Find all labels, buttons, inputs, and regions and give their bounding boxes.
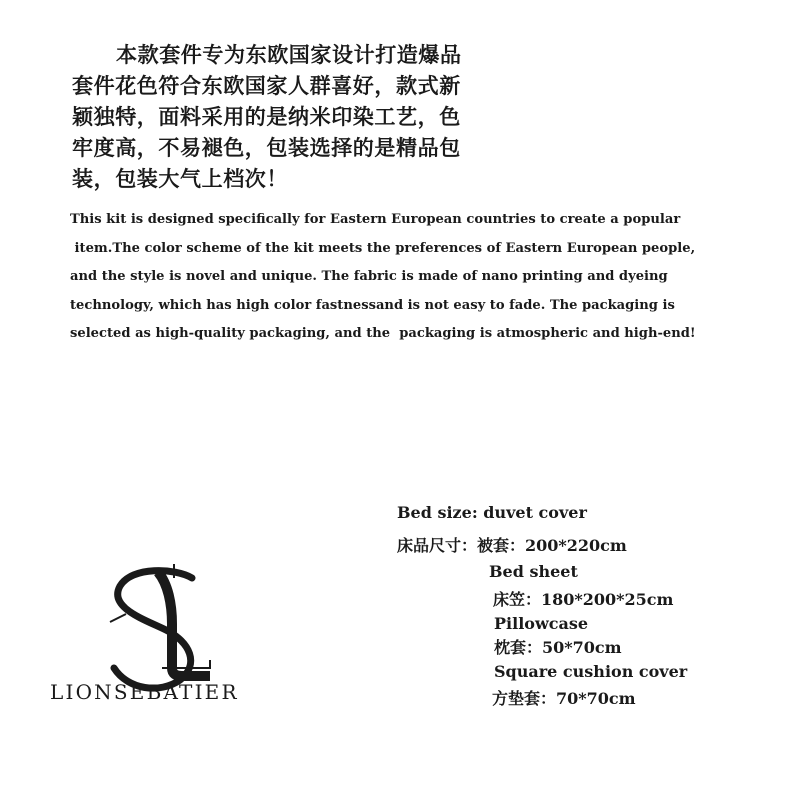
- chinese-description: [72, 40, 522, 195]
- cn-line: 装，包装大气上档次！: [72, 167, 288, 191]
- duvet-cover-size: 床品尺寸：被套：200*220cm: [397, 536, 627, 555]
- bed-size-label: Bed size: duvet cover: [397, 503, 587, 522]
- cn-line: 牢度高，不易褪色，包装选择的是精品包: [72, 136, 461, 160]
- en-line: item.The color scheme of the kit meets the preferences of Eastern European people,: [70, 240, 696, 256]
- bed-sheet-size: 床笠：180*200*25cm: [493, 590, 674, 609]
- pillowcase-size: 枕套：50*70cm: [494, 638, 622, 657]
- pillowcase-label: Pillowcase: [494, 614, 589, 633]
- cn-line: 本款套件专为东欧国家设计打造爆品: [116, 43, 462, 67]
- en-line: selected as high-quality packaging, and the packaging is atmospheric and high-end!: [70, 326, 696, 341]
- cn-line: 颖独特，面料采用的是纳米印染工艺，色: [72, 105, 461, 129]
- brand-name: LIONSEBATIER: [50, 680, 239, 704]
- en-line: technology, which has high color fastnessand is not easy to fade. The packaging is: [70, 297, 675, 313]
- cushion-cover-size: 方垫套：70*70cm: [492, 689, 636, 708]
- en-line: and the style is novel and unique. The fabric is made of nano printing and dyeing: [70, 269, 668, 284]
- en-line: This kit is designed specifically for Eastern European countries to create a popular: [70, 212, 681, 227]
- cushion-cover-label: Square cushion cover: [494, 662, 688, 681]
- cn-line: 套件花色符合东欧国家人群喜好，款式新: [72, 74, 461, 98]
- bed-sheet-label: Bed sheet: [489, 562, 578, 581]
- english-description: [70, 206, 780, 349]
